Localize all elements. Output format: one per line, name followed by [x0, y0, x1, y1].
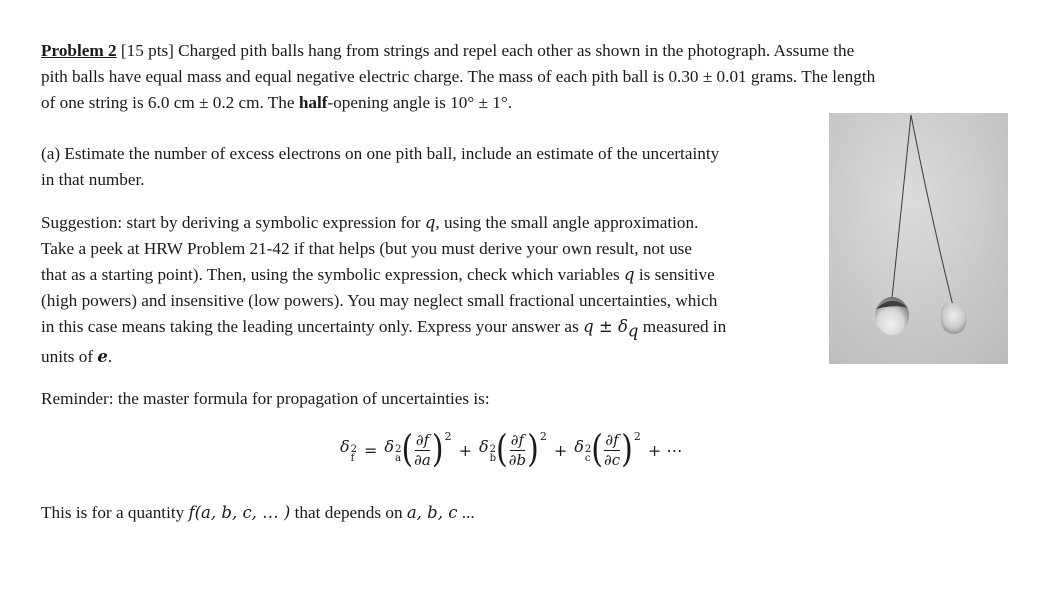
- problem-title: Problem 2: [41, 41, 117, 60]
- right-paren: ): [621, 427, 633, 472]
- delta-b-squared: δ 2 b: [478, 437, 497, 464]
- part-a-line-1: (a) Estimate the number of excess electrons on one pith ball, include an estimate of the uncertainty: [41, 144, 720, 163]
- half-bold: half: [298, 93, 328, 112]
- footer-text-a: This is for a quantity: [41, 503, 189, 522]
- left-paren: (: [401, 427, 414, 472]
- q-symbol: q: [424, 213, 436, 232]
- problem-line-3b: -opening angle is 10° ± 1°.: [327, 93, 513, 112]
- ellipsis: + ⋯: [647, 440, 683, 460]
- pith-ball-photo: [829, 113, 1008, 364]
- reminder-text: Reminder: the master formula for propagation of uncertainties is:: [41, 389, 490, 408]
- delta-f-squared: δ 2 f: [340, 437, 358, 464]
- suggestion-line-1a: Suggestion: start by deriving a symbolic expression for: [41, 213, 425, 232]
- function-expression: f(a, b, c, … ): [188, 503, 291, 522]
- e-symbol: e: [97, 347, 108, 367]
- suggestion-line-6a: units of: [41, 347, 98, 367]
- left-paren: (: [591, 427, 603, 472]
- equals-sign: =: [364, 440, 378, 460]
- suggestion: [41, 210, 726, 370]
- right-paren: ): [527, 427, 539, 472]
- plus-sign: +: [458, 440, 472, 460]
- q-pm-sub: q: [627, 321, 639, 341]
- fraction-df-db: $\frac{\partial f}{\partial b}$: [508, 430, 527, 469]
- term-a: [384, 427, 452, 472]
- plus-sign: +: [553, 440, 568, 460]
- suggestion-line-6b: .: [107, 347, 113, 367]
- problem-statement: [41, 38, 875, 116]
- problem-line-1: [15 pts] Charged pith balls hang from strings and repel each other as shown in the photograph. Assume the: [116, 41, 855, 60]
- left-paren: (: [496, 427, 508, 472]
- propagation-formula: [340, 428, 689, 472]
- suggestion-line-5b: measured in: [638, 317, 727, 336]
- term-c: [574, 427, 641, 472]
- q-symbol-2: q: [623, 265, 635, 284]
- reminder: [41, 386, 490, 412]
- fraction-df-da: $\frac{\partial f}{\partial a}$: [414, 430, 431, 469]
- suggestion-line-3a: that as a starting point). Then, using the symbolic expression, check which variables: [41, 265, 624, 284]
- footer-text-b: that depends on: [290, 503, 407, 522]
- suggestion-line-3b: is sensitive: [634, 265, 715, 284]
- footer-note: [41, 500, 475, 526]
- fraction-df-dc: $\frac{\partial f}{\partial c}$: [603, 430, 621, 469]
- square-exponent: 2: [444, 429, 452, 443]
- footer-text-c: ...: [457, 503, 475, 522]
- variables-expression: a, b, c: [406, 503, 458, 522]
- q-pm-delta: q ± δ: [583, 317, 628, 336]
- delta-c-squared: δ 2 c: [574, 437, 592, 464]
- suggestion-line-1b: , using the small angle approximation.: [435, 213, 699, 232]
- square-exponent: 2: [539, 429, 547, 443]
- square-exponent: 2: [633, 429, 641, 443]
- delta-a-squared: δ 2 a: [384, 437, 402, 464]
- right-pith-ball: [941, 303, 967, 334]
- term-b: [478, 427, 547, 472]
- suggestion-line-4: (high powers) and insensitive (low powers). You may neglect small fractional uncertainties, which: [41, 291, 718, 310]
- problem-line-2: pith balls have equal mass and equal negative electric charge. The mass of each pith ball is 0.30 ± 0.01 grams. The length: [41, 67, 876, 86]
- part-a: [41, 141, 719, 193]
- part-a-line-2: in that number.: [41, 170, 145, 189]
- problem-line-3a: of one string is 6.0 cm ± 0.2 cm. The: [41, 93, 299, 112]
- suggestion-line-5a: in this case means taking the leading uncertainty only. Express your answer as: [41, 317, 584, 336]
- suggestion-line-2: Take a peek at HRW Problem 21-42 if that helps (but you must derive your own result, not use: [41, 239, 692, 258]
- pith-ball-illustration: [829, 113, 1008, 364]
- right-paren: ): [431, 427, 444, 472]
